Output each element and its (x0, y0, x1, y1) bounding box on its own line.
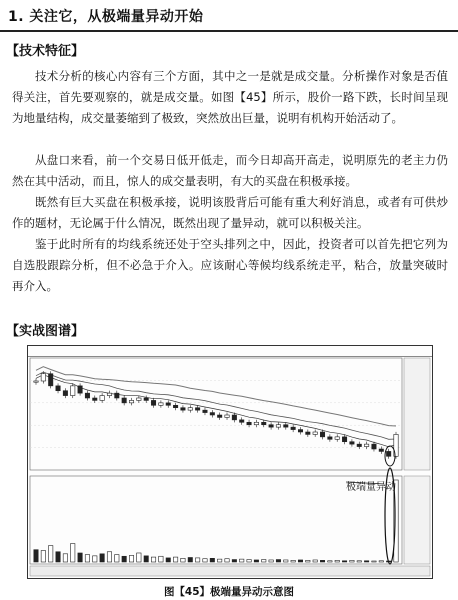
volume-bar (276, 560, 280, 562)
candle (284, 425, 288, 427)
candle (240, 420, 244, 422)
volume-bar (372, 561, 376, 562)
volume-bar (240, 559, 244, 562)
candle (298, 430, 302, 432)
candle (48, 374, 52, 386)
volume-bar (151, 557, 155, 562)
candle (386, 451, 390, 456)
volume-bar (173, 557, 177, 562)
figure-caption: 图【45】极端量异动示意图 (163, 586, 295, 598)
volume-bar (56, 552, 60, 562)
candle (181, 408, 185, 410)
volume-bar (41, 551, 45, 562)
volume-bar (379, 561, 383, 562)
candle (306, 432, 310, 434)
volume-bar (320, 560, 324, 562)
volume-bar (254, 560, 258, 562)
volume-bar (195, 558, 199, 562)
volume-bar (364, 561, 368, 562)
volume-bar (78, 553, 82, 562)
ma-line (36, 372, 396, 439)
volume-bar (129, 555, 133, 562)
volume-bar (328, 561, 332, 562)
candle (144, 398, 148, 400)
candle (151, 400, 155, 405)
volume-bar (247, 560, 251, 562)
volume-bar (284, 560, 288, 562)
volume-bar (298, 560, 302, 562)
candle (379, 449, 383, 451)
candle (78, 386, 82, 393)
paragraph-1: 技术分析的核心内容有三个方面，其中之一是就是成交量。分析操作对象是否值得关注，首先要观察的，就是成交量。如图【45】所示，股价一路下跌，长时间呈现为地量结构，成交量萎缩到了极致，突然放出巨量，说明有机构开始活动了。 (12, 69, 448, 125)
bottom-status-bar (30, 566, 430, 576)
volume-bar (63, 554, 67, 562)
volume-bar (93, 556, 97, 562)
candle (122, 398, 126, 403)
volume-bar (34, 550, 38, 562)
candle (34, 381, 38, 382)
ma-line (36, 375, 396, 447)
volume-bar (85, 555, 89, 562)
volume-bar (350, 560, 354, 562)
ma-line (36, 367, 396, 426)
candle (225, 415, 229, 417)
candle (115, 393, 119, 398)
section-label-practice: 【 实战图谱 】 (6, 320, 84, 339)
volume-bar (291, 560, 295, 562)
candle (232, 415, 236, 420)
volume-bar (71, 544, 75, 562)
candle (100, 396, 104, 401)
volume-bars (34, 480, 398, 562)
volume-bar (342, 561, 346, 562)
candle (350, 442, 354, 444)
candle (56, 386, 60, 391)
volume-bar (144, 556, 148, 562)
candle (364, 444, 368, 446)
candle (41, 374, 45, 381)
volume-bar (122, 556, 126, 562)
candle (313, 432, 317, 434)
candle (262, 422, 266, 424)
candle (247, 422, 251, 424)
volume-bar (115, 555, 119, 562)
volume-bar (48, 546, 52, 562)
volume-bar (269, 560, 273, 562)
chart-svg (28, 356, 432, 578)
volume-bar (188, 557, 192, 562)
volume-bar (313, 560, 317, 562)
candle (342, 437, 346, 442)
candle (320, 432, 324, 437)
candle (195, 408, 199, 410)
volume-bar (137, 553, 141, 562)
volume-bar (217, 559, 221, 562)
candle (107, 393, 111, 395)
volume-bar (107, 552, 111, 562)
price-panel (30, 358, 402, 470)
candle (93, 398, 97, 400)
candle (217, 415, 221, 417)
candle (129, 400, 133, 402)
volume-bar (262, 560, 266, 562)
paragraph-2: 从盘口来看，前一个交易日低开低走，而今日却高开高走，说明原先的老主力仍然在其中活动，而且，惊人的成交量表明，有大的买盘在积极承接。 (12, 153, 448, 188)
candle (335, 437, 339, 439)
candle (63, 391, 67, 396)
page-title: 1. 关注它，从极端量异动开始 (8, 9, 204, 25)
volume-bar (225, 559, 229, 562)
candle (203, 410, 207, 412)
volume-bar (306, 560, 310, 562)
candle (159, 403, 163, 405)
volume-bar (100, 554, 104, 562)
candle (254, 422, 258, 424)
candle (328, 437, 332, 439)
title-bar (0, 0, 458, 32)
volume-bar (357, 561, 361, 562)
section-label-tech: 【 技术特征 】 (6, 40, 84, 59)
volume-bar (159, 556, 163, 562)
candlesticks (34, 371, 398, 459)
volume-bar (210, 558, 214, 562)
annotation-label: 极端量异动 (346, 482, 396, 493)
price-axis (404, 358, 430, 470)
volume-bar (166, 558, 170, 562)
paragraph-3: 既然有巨大买盘在积极承接，说明该股背后可能有重大利好消息，或者有可供炒作的题材，无论属于什么情况，既然出现了量异动，就可以积极关注。 (12, 195, 448, 230)
volume-bar (335, 560, 339, 562)
moving-average-lines (36, 367, 396, 447)
volume-bar (203, 559, 207, 562)
candle (166, 403, 170, 405)
candle (291, 427, 295, 429)
chart-figure (27, 345, 433, 579)
candle (71, 386, 75, 396)
candle (276, 425, 280, 427)
candle (269, 425, 273, 427)
volume-bar (181, 558, 185, 562)
candle (85, 393, 89, 398)
volume-bar (232, 560, 236, 562)
candle (137, 398, 141, 400)
candle (210, 413, 214, 415)
candle (173, 405, 177, 407)
candle (188, 408, 192, 410)
volume-axis (404, 476, 430, 564)
paragraph-4: 鉴于此时所有的均线系统还处于空头排列之中，因此，投资者可以首先把它列为自选股跟踪分析，但不必急于介入。应该耐心等候均线系统走平，粘合，放量突破时再介入。 (12, 237, 448, 293)
candle (357, 444, 361, 446)
candle (372, 444, 376, 449)
